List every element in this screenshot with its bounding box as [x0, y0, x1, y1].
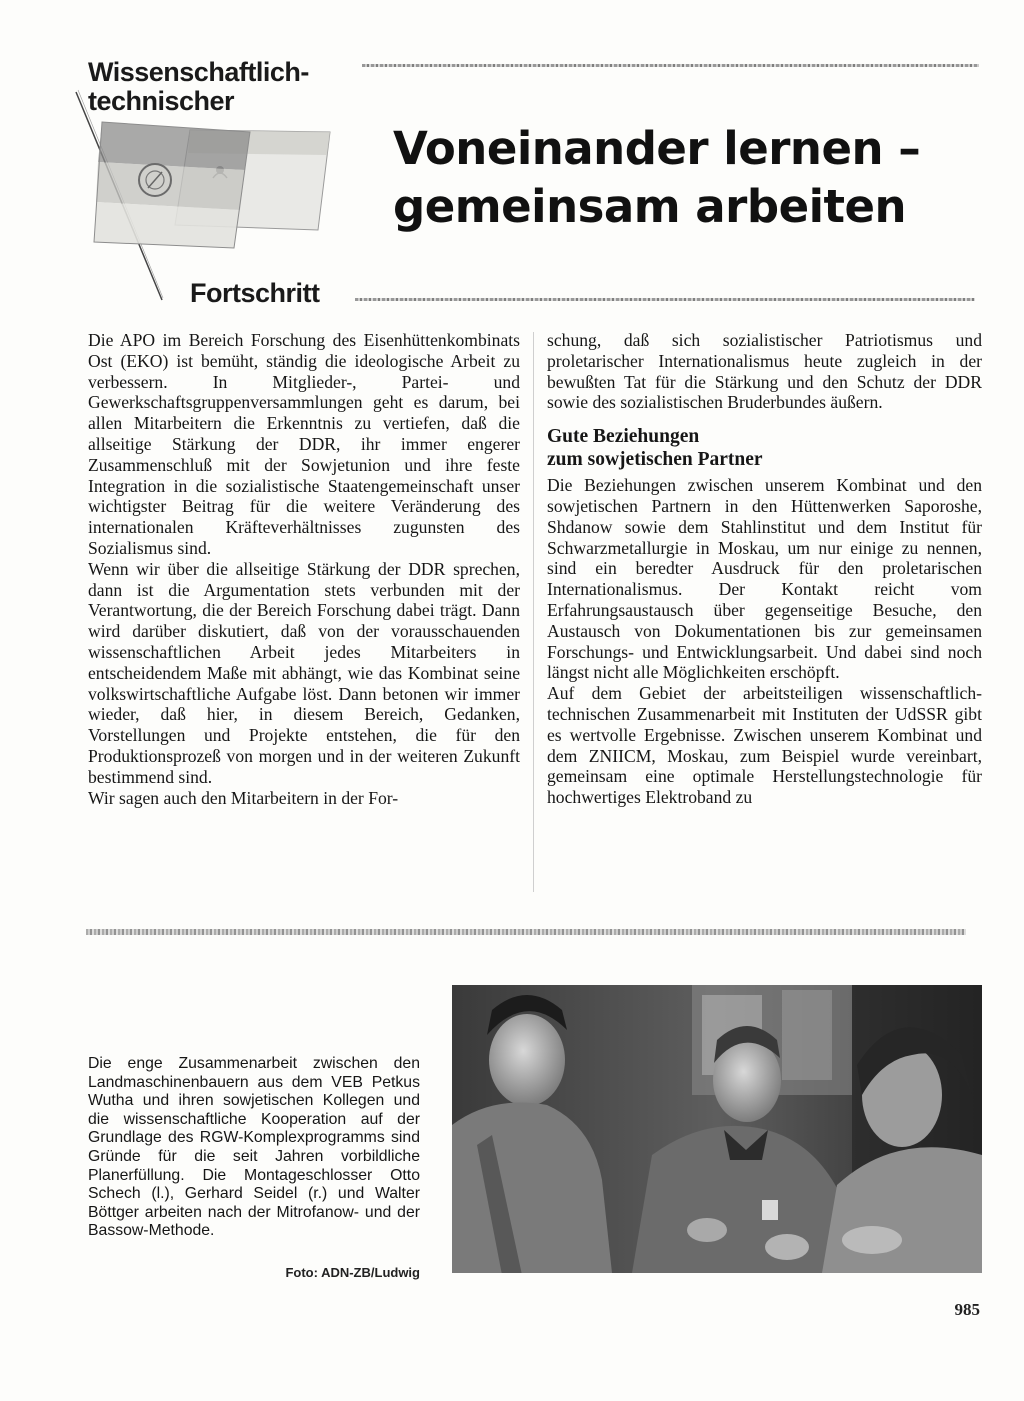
section-subheading	[547, 425, 982, 471]
article-headline	[393, 120, 993, 236]
news-photo	[452, 985, 982, 1273]
subheading-line-2: zum sowjetischen Partner	[547, 449, 763, 471]
page-number: 985	[954, 1300, 980, 1319]
photo-credit: Foto: ADN-ZB/Ludwig	[285, 1265, 420, 1280]
article-left-column	[88, 330, 520, 808]
article-right-column	[547, 330, 982, 808]
body-paragraph: schung, daß sich sozialistischer Patriotismus und proletarischer Internationalismus heute zugleich in der bewußten Tat für die Stärkung und den Schutz der DDR sowie des sozialistischen Bruderbundes äußern.	[547, 330, 982, 413]
body-paragraph: Wenn wir über die allseitige Stärkung der DDR sprechen, dann ist die Argumentation stets verbunden mit der Verantwortung, die der Bereich Forschung dabei trägt. Dann wird darüber diskutiert, daß von der vorausschauenden wissenschaftlichen Arbeit jedes Mitarbeiters in entscheidendem Maße mit abhängt, wie das Kombinat seine volkswirtschaftliche Aufgabe löst. Dann betonen wir immer wieder, daß hier, in diesem Bereich, Gedanken, Vorstellungen und Projekte entstehen, die für den Produktionsprozeß von morgen und in der weiteren Zukunft bestimmend sind.	[88, 558, 520, 787]
body-paragraph: Auf dem Gebiet der arbeitsteiligen wissenschaftlich-technischen Zusammenarbeit mit Instituten der UdSSR gibt es wertvolle Ergebnisse. Zwischen unserem Kombinat und dem ZNIICM, Moskau, zum Beispiel wurde vereinbart, gemeinsam eine optimale Herstellungstechnologie für hochwertiges Elektroband zu	[547, 683, 982, 808]
body-paragraph: Die APO im Bereich Forschung des Eisenhüttenkombinats Ost (EKO) ist bemüht, ständig die ideologische Arbeit zu verbessern. In Mitglieder-, Partei- und Gewerkschaftsgruppenversammlungen geht es darum, bei allen Mitarbeitern die Erkenntnis zu vertiefen, daß die allseitige Stärkung der DDR, ihr immer engerer Zusammenschluß mit der Sowjetunion und ihre feste Integration in die sozialistische Staatengemeinschaft unser wichtigster Beitrag für die weitere Veränderung des internationalen Kräfteverhältnisses zugunsten des Sozialismus sind.	[88, 330, 520, 558]
bottom-divider	[86, 929, 966, 935]
body-paragraph: Wir sagen auch den Mitarbeitern in der For-	[88, 787, 399, 808]
photo-caption: Die enge Zusammenarbeit zwischen den Landmaschinenbauern aus dem VEB Petkus Wutha und ihren sowjetischen Kollegen und die wissenschaftliche Kooperation auf der Grundlage des RGW-Komplexprogramms sind Gründe für die seit Jahren vorbildliche Planerfüllung. Die Montageschlosser Otto Schech (l.), Gerhard Seidel (r.) und Walter Böttger arbeiten nach der Mitrofanow- und der Bassow-Methode.	[88, 1055, 420, 1240]
column-divider	[533, 332, 534, 892]
rubric-line-2: technischer	[88, 86, 235, 116]
headline-divider	[355, 298, 975, 301]
workers-photo-image	[452, 985, 982, 1273]
body-paragraph: Die Beziehungen zwischen unserem Kombinat und den sowjetischen Partnern in den Hüttenwerken Saporoshe, Shdanow sowie dem Stahlinstitut und dem Institut für Schwarzmetallurgie in Moskau, um nur einige zu nennen, sind ein beredter Ausdruck für den proletarischen Internationalismus. Der Kontakt reicht vom Erfahrungsaustausch über gegenseitige Besuche, den Austausch von Dokumentationen bis zur gemeinsamen Forschungs- und Entwicklungsarbeit. Und dabei sind noch längst nicht alle Möglichkeiten erschöpft.	[547, 475, 982, 683]
rubric-line-1: Wissenschaftlich-	[88, 57, 309, 87]
headline-line-2: gemeinsam arbeiten	[393, 180, 907, 233]
subheading-line-1: Gute Beziehungen	[547, 426, 700, 448]
top-divider	[362, 64, 979, 67]
rubric-label	[88, 58, 309, 116]
rubric-line-3: Fortschritt	[190, 278, 320, 308]
headline-line-1: Voneinander lernen –	[393, 122, 921, 175]
